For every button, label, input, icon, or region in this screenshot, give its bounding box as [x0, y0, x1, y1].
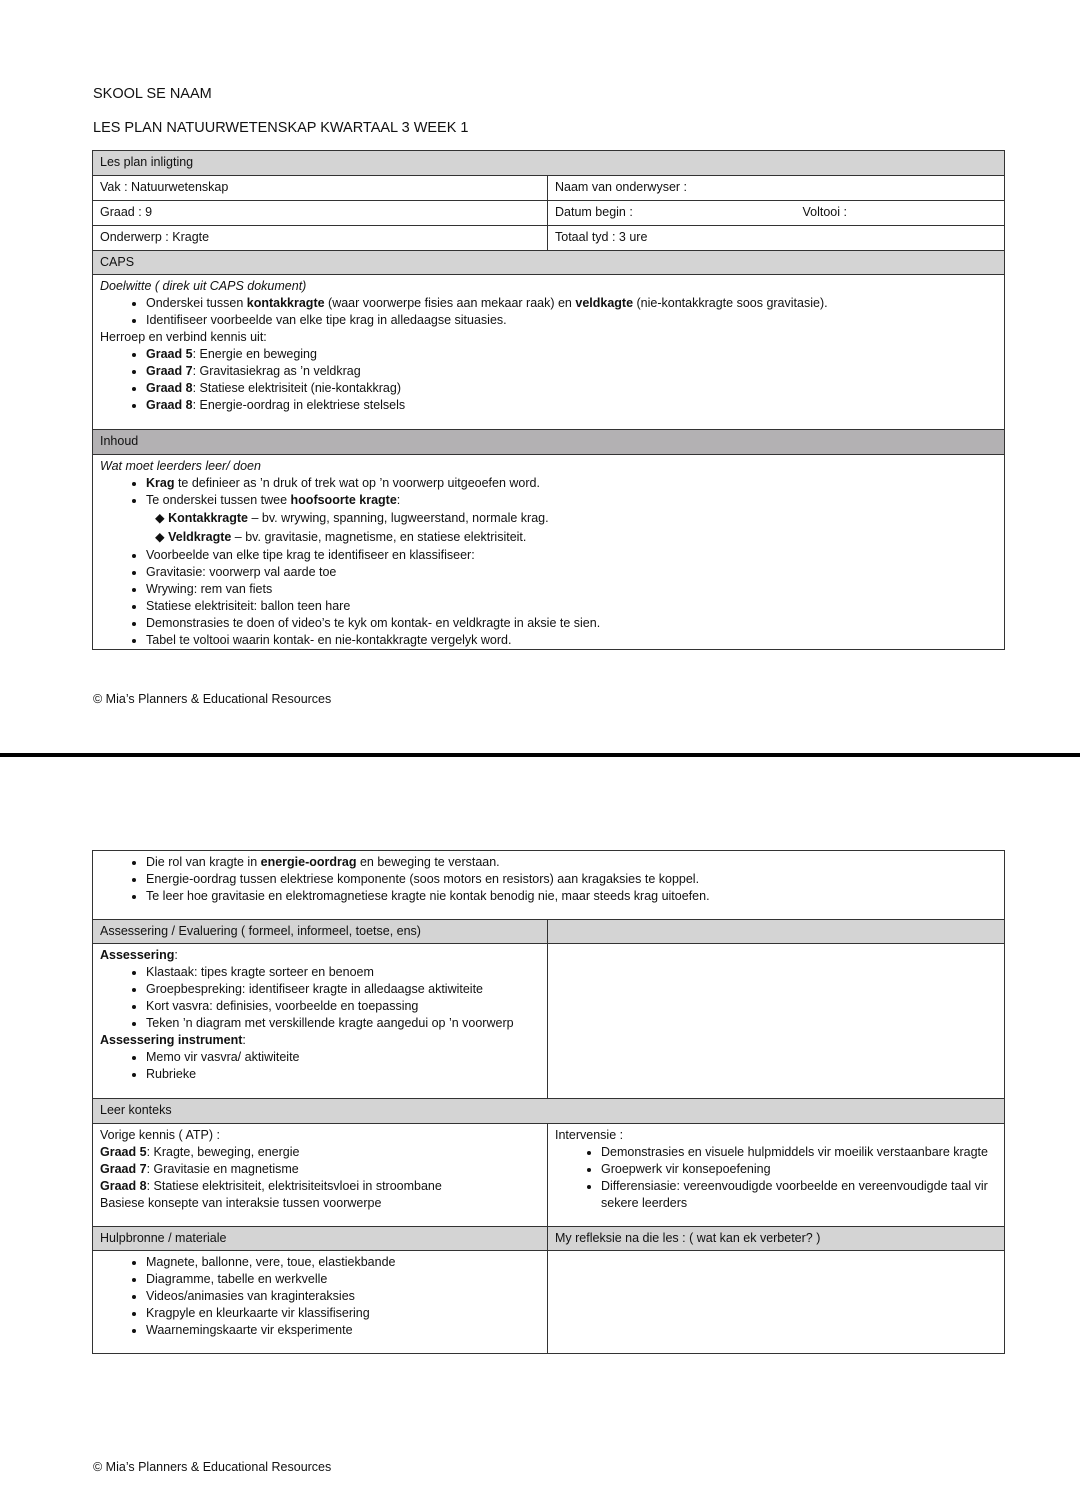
- reflection-body: [548, 1251, 1005, 1354]
- list-item: • Demonstrasies en visuele hulpmiddels vir moeilik verstaanbare kragte: [601, 1144, 997, 1161]
- contact-forces-item: ◆ Kontakkragte – bv. wrywing, spanning, lugweerstand, normale krag.: [155, 511, 549, 525]
- list-item: • Graad 7: Gravitasiekrag as ’n veldkrag: [146, 363, 997, 380]
- list-item: • Tabel te voltooi waarin kontak- en nie-kontakkragte vergelyk word.: [146, 632, 997, 649]
- diamond-bullet-icon: ◆: [155, 530, 169, 544]
- instrument-list: [100, 1049, 540, 1083]
- list-item: • Gravitasie: voorwerp val aarde toe: [146, 564, 997, 581]
- content-list-2: [100, 547, 997, 649]
- school-name: SKOOL SE NAAM: [93, 86, 212, 102]
- recall-label: Herroep en verbind kennis uit:: [100, 330, 267, 344]
- list-item: • Differensiasie: vereenvoudigde voorbeelde en vereenvoudigde taal vir sekere leerders: [601, 1178, 997, 1212]
- content-header: Inhoud: [93, 430, 1005, 455]
- caps-body: [93, 275, 1005, 430]
- date-cell: [548, 201, 1005, 226]
- intervention-cell: [548, 1124, 1005, 1227]
- list-item: • Groepbespreking: identifiseer kragte in alledaagse aktiwiteite: [146, 981, 540, 998]
- resources-header: Hulpbronne / materiale: [93, 1227, 548, 1251]
- list-item: • Klastaak: tipes kragte sorteer en benoem: [146, 964, 540, 981]
- grade-cell: Graad : 9: [93, 201, 548, 226]
- reflection-header: My refleksie na die les : ( wat kan ek verbeter? ): [548, 1227, 1005, 1251]
- resources-body: [93, 1251, 548, 1354]
- prior-item: Graad 5: Kragte, beweging, energie: [100, 1145, 300, 1159]
- list-item: • Te leer hoe gravitasie en elektromagnetiese kragte nie kontak benodig nie, maar steeds krag uitoefen.: [146, 888, 997, 905]
- list-item: • Kragpyle en kleurkaarte vir klassifisering: [146, 1305, 540, 1322]
- intervention-label: Intervensie :: [555, 1128, 624, 1142]
- list-item: • Groepwerk vir konsepoefening: [601, 1161, 997, 1178]
- assessment-list: [100, 964, 540, 1032]
- list-item: • Die rol van kragte in energie-oordrag en beweging te verstaan.: [146, 854, 997, 871]
- objectives-list: [100, 295, 997, 329]
- teacher-cell: Naam van onderwyser :: [548, 176, 1005, 201]
- total-time-cell: Totaal tyd : 3 ure: [548, 226, 1005, 251]
- list-item: • Waarnemingskaarte vir eksperimente: [146, 1322, 540, 1339]
- content-list: [100, 475, 997, 509]
- list-item: • Statiese elektrisiteit: ballon teen hare: [146, 598, 997, 615]
- lesson-info-table: [92, 150, 1005, 650]
- prior-item: Graad 8: Statiese elektrisiteit, elektrisiteitsvloei in stroombane: [100, 1179, 442, 1193]
- list-item: • Rubrieke: [146, 1066, 540, 1083]
- page2-footer: © Mia’s Planners & Educational Resources: [93, 1460, 332, 1474]
- assessment-right: [548, 944, 1005, 1099]
- list-item: • Wrywing: rem van fiets: [146, 581, 997, 598]
- recall-list: [100, 346, 997, 414]
- assessment-header-right: [548, 920, 1005, 944]
- list-item: • Teken ’n diagram met verskillende kragte aangedui op ’n voorwerp: [146, 1015, 540, 1032]
- content-body: [93, 455, 1005, 650]
- date-begin-label: Datum begin :: [555, 205, 633, 219]
- list-item: • Onderskei tussen kontakkragte (waar voorwerpe fisies aan mekaar raak) en veldkagte (nie-kontakkragte soos gravitasie).: [146, 295, 997, 312]
- prior-knowledge-label: Vorige kennis ( ATP) :: [100, 1128, 220, 1142]
- complete-label: Voltooi :: [802, 205, 847, 219]
- list-item: • Graad 8: Energie-oordrag in elektriese stelsels: [146, 397, 997, 414]
- learn-label: Wat moet leerders leer/ doen: [100, 459, 261, 473]
- assessment-header: Assessering / Evaluering ( formeel, informeel, toetse, ens): [93, 920, 548, 944]
- list-item: • Voorbeelde van elke tipe krag te identifiseer en klassifiseer:: [146, 547, 997, 564]
- list-item: • Te onderskei tussen twee hoofsoorte kragte:: [146, 492, 997, 509]
- prior-knowledge-cell: [93, 1124, 548, 1227]
- list-item: • Identifiseer voorbeelde van elke tipe krag in alledaagse situasies.: [146, 312, 997, 329]
- list-item: • Memo vir vasvra/ aktiwiteite: [146, 1049, 540, 1066]
- assessment-body: [93, 944, 548, 1099]
- assessment-label: Assessering:: [100, 948, 178, 962]
- info-header: Les plan inligting: [93, 151, 1005, 176]
- list-item: • Krag te definieer as ’n druk of trek wat op ’n voorwerp uitgeoefen word.: [146, 475, 997, 492]
- basic-concepts: Basiese konsepte van interaksie tussen voorwerpe: [100, 1196, 382, 1210]
- content-continued: [93, 851, 1005, 920]
- list-item: • Kort vasvra: definisies, voorbeelde en toepassing: [146, 998, 540, 1015]
- page-separator: [0, 753, 1080, 757]
- objectives-label: Doelwitte ( direk uit CAPS dokument): [100, 279, 307, 293]
- prior-item: Graad 7: Gravitasie en magnetisme: [100, 1162, 299, 1176]
- intervention-list: [555, 1144, 997, 1212]
- list-item: • Graad 8: Statiese elektrisiteit (nie-kontakkrag): [146, 380, 997, 397]
- field-forces-item: ◆ Veldkragte – bv. gravitasie, magnetisme, en statiese elektrisiteit.: [155, 530, 527, 544]
- caps-header: CAPS: [93, 251, 1005, 275]
- list-item: • Magnete, ballonne, vere, toue, elastiekbande: [146, 1254, 540, 1271]
- context-header: Leer konteks: [93, 1099, 1005, 1124]
- instrument-label: Assessering instrument:: [100, 1033, 246, 1047]
- plan-title: LES PLAN NATUURWETENSKAP KWARTAAL 3 WEEK 1: [93, 120, 469, 136]
- resources-list: [100, 1254, 540, 1339]
- lesson-plan-table-2: [92, 850, 1005, 1354]
- topic-cell: Onderwerp : Kragte: [93, 226, 548, 251]
- list-item: • Energie-oordrag tussen elektriese komponente (soos motors en resistors) aan kragaksies te koppel.: [146, 871, 997, 888]
- list-item: • Videos/animasies van kraginteraksies: [146, 1288, 540, 1305]
- page1-footer: © Mia’s Planners & Educational Resources: [93, 692, 332, 706]
- list-item: • Demonstrasies te doen of video’s te kyk om kontak- en veldkragte in aksie te sien.: [146, 615, 997, 632]
- vak-cell: Vak : Natuurwetenskap: [93, 176, 548, 201]
- diamond-bullet-icon: ◆: [155, 511, 169, 525]
- list-item: • Diagramme, tabelle en werkvelle: [146, 1271, 540, 1288]
- list-item: • Graad 5: Energie en beweging: [146, 346, 997, 363]
- content-list-3: [100, 854, 997, 905]
